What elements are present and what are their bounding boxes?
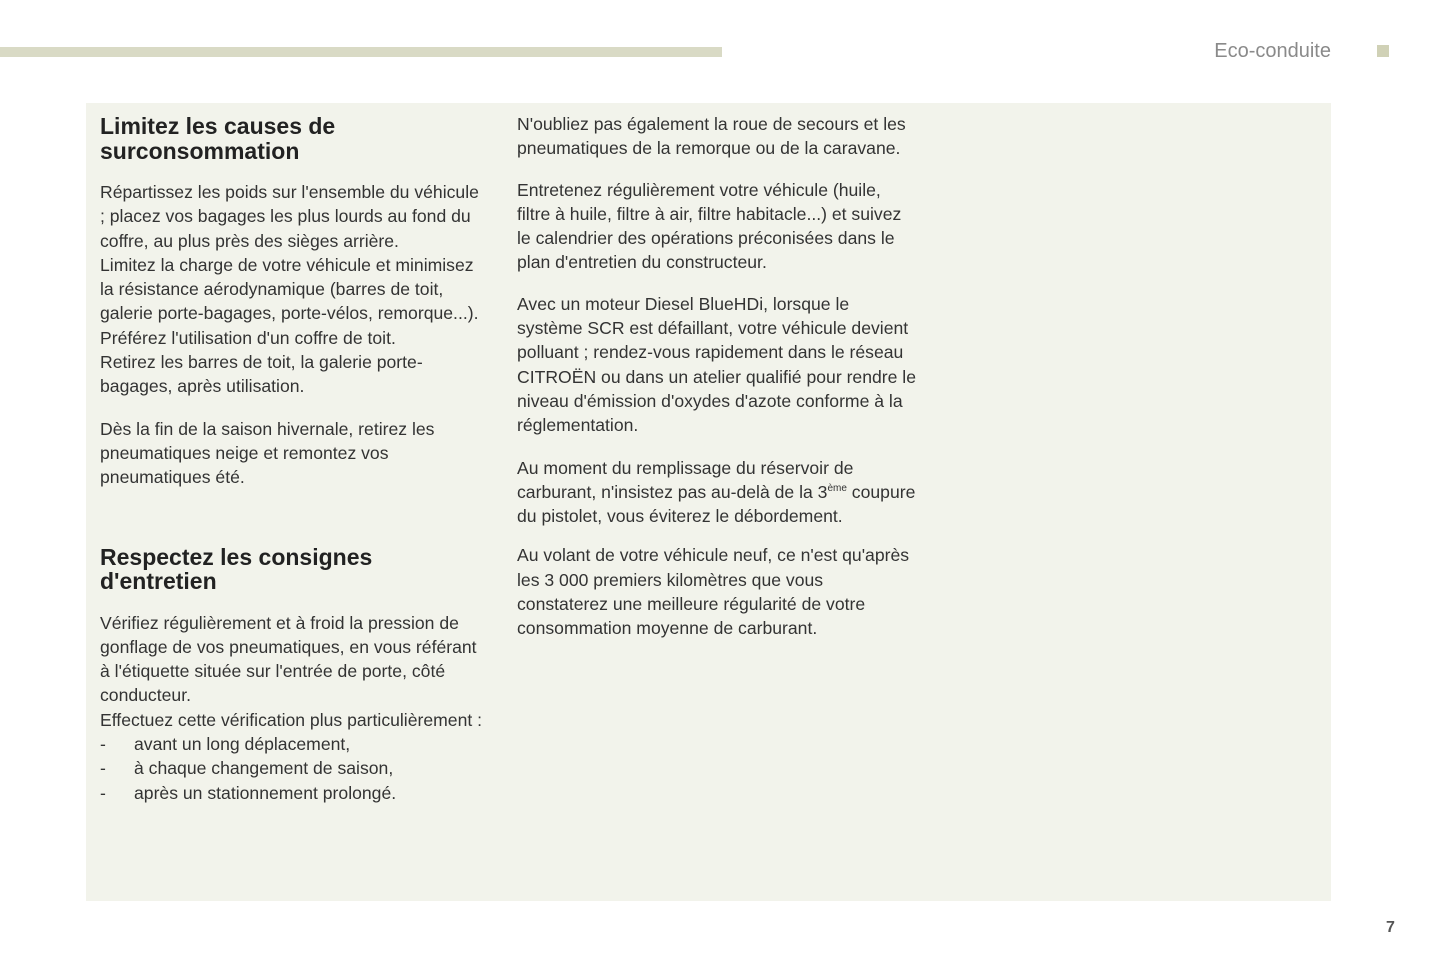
left-column xyxy=(100,103,488,805)
heading-maintenance xyxy=(100,545,488,594)
content-panel xyxy=(86,103,1331,901)
paragraph-regular-servicing: Entretenez régulièrement votre véhicule (huile, filtre à huile, filtre à air, filtre habitacle...) et suivez le calendrier des opérations préconisées dans le plan d'entretien du constructeur. xyxy=(517,179,902,273)
paragraph-tyre-pressure: Vérifiez régulièrement et à froid la pression de gonflage de vos pneumatiques, en vous référant à l'étiquette située sur l'entrée de porte, côté conducteur. xyxy=(100,612,477,706)
heading-line-1: Limitez les causes de xyxy=(100,113,336,139)
section-title: Eco-conduite xyxy=(1214,40,1331,62)
check-conditions-list xyxy=(100,732,488,805)
paragraph-spare-wheel: N'oubliez pas également la roue de secours et les pneumatiques de la remorque ou de la caravane. xyxy=(517,114,906,159)
heading-line-2: surconsommation xyxy=(100,137,300,164)
paragraph-check-conditions: Effectuez cette vérification plus particulièrement : xyxy=(100,709,483,730)
refuelling-text-start: Au moment du remplissage du réservoir de carburant, n'insistez pas au-delà de la 3 xyxy=(517,457,854,502)
heading-consumption-causes xyxy=(100,114,488,163)
middle-column xyxy=(517,103,917,641)
list-item: - après un stationnement prolongé. xyxy=(100,781,488,805)
paragraph-bluehdi-scr: Avec un moteur Diesel BlueHDi, lorsque le système SCR est défaillant, votre véhicule devient polluant ; rendez-vous rapidement dans le réseau CITROËN ou dans un atelier qualifié pour rendre le niveau d'émission d'oxydes d'azote conforme à la réglementation. xyxy=(517,293,917,436)
header-square-marker xyxy=(1377,45,1389,57)
header-rule xyxy=(0,47,722,57)
refuelling-text-end: coupure du pistolet, vous éviterez le débordement. xyxy=(517,481,916,527)
list-item: - à chaque changement de saison, xyxy=(100,756,488,780)
paragraph-winter-tyres: Dès la fin de la saison hivernale, retirez les pneumatiques neige et remontez vos pneumatiques été. xyxy=(100,418,435,488)
heading-line-2: d'entretien xyxy=(100,568,217,595)
paragraph-new-vehicle: Au volant de votre véhicule neuf, ce n'est qu'après les 3 000 premiers kilomètres que vous constaterez une meilleure régularité de votre consommation moyenne de carburant. xyxy=(517,545,910,639)
paragraph-load-limit: Limitez la charge de votre véhicule et minimisez la résistance aérodynamique (barres de toit, galerie porte-bagages, porte-vélos, remorque...). Préférez l'utilisation d'un coffre de toit. xyxy=(100,254,479,348)
page-number: 7 xyxy=(1386,919,1395,936)
list-item: - avant un long déplacement, xyxy=(100,732,488,756)
heading-line-1: Respectez les consignes xyxy=(100,543,373,570)
paragraph-remove-roof-bars: Retirez les barres de toit, la galerie porte-bagages, après utilisation. xyxy=(100,352,423,397)
paragraph-weight-distribution: Répartissez les poids sur l'ensemble du véhicule ; placez vos bagages les plus lourds au fond du coffre, au plus près des sièges arrière. xyxy=(100,182,479,251)
paragraph-refuelling xyxy=(517,456,917,529)
ordinal-superscript: ème xyxy=(827,483,847,494)
